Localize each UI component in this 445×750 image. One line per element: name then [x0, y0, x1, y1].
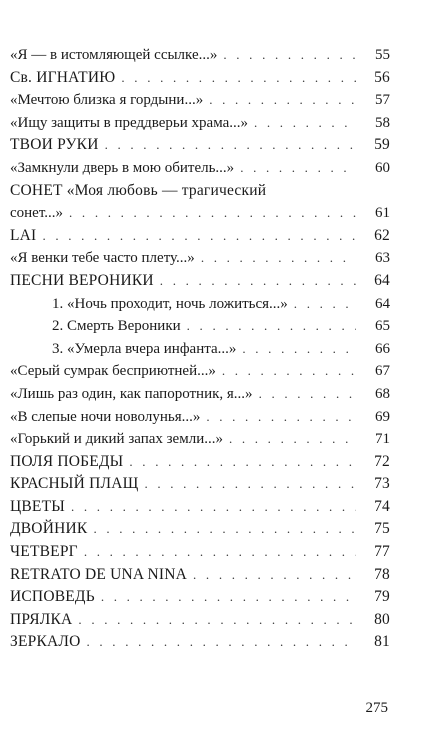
toc-entry-title: RETRATO DE UNA NINA	[10, 565, 188, 583]
toc-entry-title: ЦВЕТЫ	[10, 497, 65, 515]
dot-leader	[259, 383, 356, 406]
toc-entry-title: «Серый сумрак бесприютней...»	[10, 363, 216, 380]
dot-leader	[78, 609, 356, 632]
toc-entry-title: «Лишь раз один, как папоротник, я...»	[10, 385, 253, 402]
toc-entry-page: 67	[375, 363, 390, 380]
toc-entry-page: 66	[375, 340, 390, 357]
dot-leader	[160, 270, 356, 293]
toc-entry-page: 59	[374, 136, 390, 154]
toc-entry-page: 57	[375, 92, 390, 109]
toc-subentry	[10, 315, 390, 338]
toc-entry-title: 1. «Ночь проходит, ночь ложиться...»	[52, 295, 288, 312]
toc-entry	[10, 67, 390, 90]
dot-leader	[69, 202, 356, 225]
toc-entry-title: «Горький и дикий запах земли...»	[10, 431, 223, 448]
toc-entry	[10, 451, 390, 474]
toc-entry-title: ДВОЙНИК	[10, 520, 88, 538]
toc-entry-page: 72	[374, 452, 390, 470]
dot-leader	[294, 293, 356, 316]
toc-entry-title: сонет...»	[10, 205, 64, 222]
toc-entry-page: 58	[375, 114, 390, 131]
dot-leader	[242, 338, 356, 361]
toc-entry	[10, 518, 390, 541]
toc-entry	[10, 180, 390, 203]
page-number: 275	[365, 700, 388, 716]
toc-entry	[10, 225, 390, 248]
toc-entry-title: LAI	[10, 226, 37, 244]
toc-entry-title: «Я венки тебе часто плету...»	[10, 250, 195, 267]
toc-entry	[10, 428, 390, 451]
toc-entry-title: «Я — в истомляющей ссылке...»	[10, 47, 218, 63]
toc-entry-page: 56	[374, 68, 390, 86]
toc-entry-page: 68	[375, 385, 390, 402]
dot-leader	[105, 134, 356, 157]
dot-leader	[187, 315, 356, 338]
dot-leader	[101, 586, 356, 609]
dot-leader	[254, 112, 356, 135]
toc-entry-page: 77	[374, 543, 390, 561]
toc-entry-page: 69	[375, 408, 390, 425]
toc-entry-title: СОНЕТ «Моя любовь — трагический	[10, 181, 267, 199]
toc-entry-title: «Мечтою близка я гордыни...»	[10, 92, 204, 109]
toc-entry-title: Св. ИГНАТИЮ	[10, 68, 116, 86]
dot-leader	[222, 360, 356, 383]
toc-entry-title: «Замкнули дверь в мою обитель...»	[10, 159, 235, 176]
toc-entry-title: ПРЯЛКА	[10, 610, 73, 628]
toc-entry-page: 81	[374, 633, 390, 651]
toc-entry-title: 2. Смерть Вероники	[52, 318, 181, 335]
toc-entry-title: «В слепые ночи новолунья...»	[10, 408, 201, 425]
toc-entry	[10, 496, 390, 519]
dot-leader	[223, 44, 356, 67]
dot-leader	[240, 157, 356, 180]
dot-leader	[121, 67, 356, 90]
dot-leader	[71, 496, 356, 519]
toc-entry	[10, 631, 390, 654]
toc-entry-title: ЗЕРКАЛО	[10, 633, 81, 651]
toc-entry-title: «Ищу защиты в преддверьи храма...»	[10, 114, 248, 131]
toc-entry	[10, 360, 390, 383]
toc-entry-title: ПЕСНИ ВЕРОНИКИ	[10, 271, 154, 289]
dot-leader	[87, 631, 357, 654]
toc-entry-title: ИСПОВЕДЬ	[10, 588, 95, 606]
toc-entry-page: 60	[375, 159, 390, 176]
toc-entry	[10, 270, 390, 293]
toc-entry-page: 63	[375, 250, 390, 267]
toc-entry-title: КРАСНЫЙ ПЛАЩ	[10, 475, 139, 493]
toc-entry-page: 74	[374, 497, 390, 515]
toc-entry	[10, 202, 390, 225]
dot-leader	[206, 406, 356, 429]
toc-entry-title: ПОЛЯ ПОБЕДЫ	[10, 452, 124, 470]
dot-leader	[229, 428, 356, 451]
toc-entry-title: ТВОИ РУКИ	[10, 136, 99, 154]
toc-subentry	[10, 293, 390, 316]
toc-entry	[10, 89, 390, 112]
dot-leader	[193, 564, 356, 587]
toc-entry-page: 65	[375, 318, 390, 335]
toc-entry-page: 71	[375, 431, 390, 448]
toc-entry	[10, 609, 390, 632]
toc-entry	[10, 247, 390, 270]
toc-entry	[10, 157, 390, 180]
toc-entry	[10, 586, 390, 609]
dot-leader	[209, 89, 356, 112]
toc-entry-title: ЧЕТВЕРГ	[10, 543, 78, 561]
toc-entry	[10, 134, 390, 157]
dot-leader	[144, 473, 356, 496]
toc-entry	[10, 541, 390, 564]
toc-entry-page: 78	[374, 565, 390, 583]
table-of-contents	[10, 44, 390, 654]
toc-entry-page: 80	[374, 610, 390, 628]
toc-entry	[10, 473, 390, 496]
toc-entry-page: 61	[375, 205, 390, 222]
dot-leader	[129, 451, 356, 474]
dot-leader	[84, 541, 356, 564]
toc-entry-page: 75	[374, 520, 390, 538]
toc-entry-page: 55	[375, 47, 390, 63]
toc-entry-page: 62	[374, 226, 390, 244]
toc-entry-page: 79	[374, 588, 390, 606]
dot-leader	[42, 225, 356, 248]
toc-subentry	[10, 338, 390, 361]
toc-entry	[10, 383, 390, 406]
dot-leader	[201, 247, 356, 270]
toc-entry	[10, 112, 390, 135]
toc-entry	[10, 406, 390, 429]
toc-entry-page: 64	[375, 295, 390, 312]
toc-entry	[10, 564, 390, 587]
toc-entry	[10, 44, 390, 67]
dot-leader	[93, 518, 356, 541]
toc-entry-page: 73	[374, 475, 390, 493]
toc-entry-title: 3. «Умерла вчера инфанта...»	[52, 340, 237, 357]
toc-entry-page: 64	[374, 271, 390, 289]
